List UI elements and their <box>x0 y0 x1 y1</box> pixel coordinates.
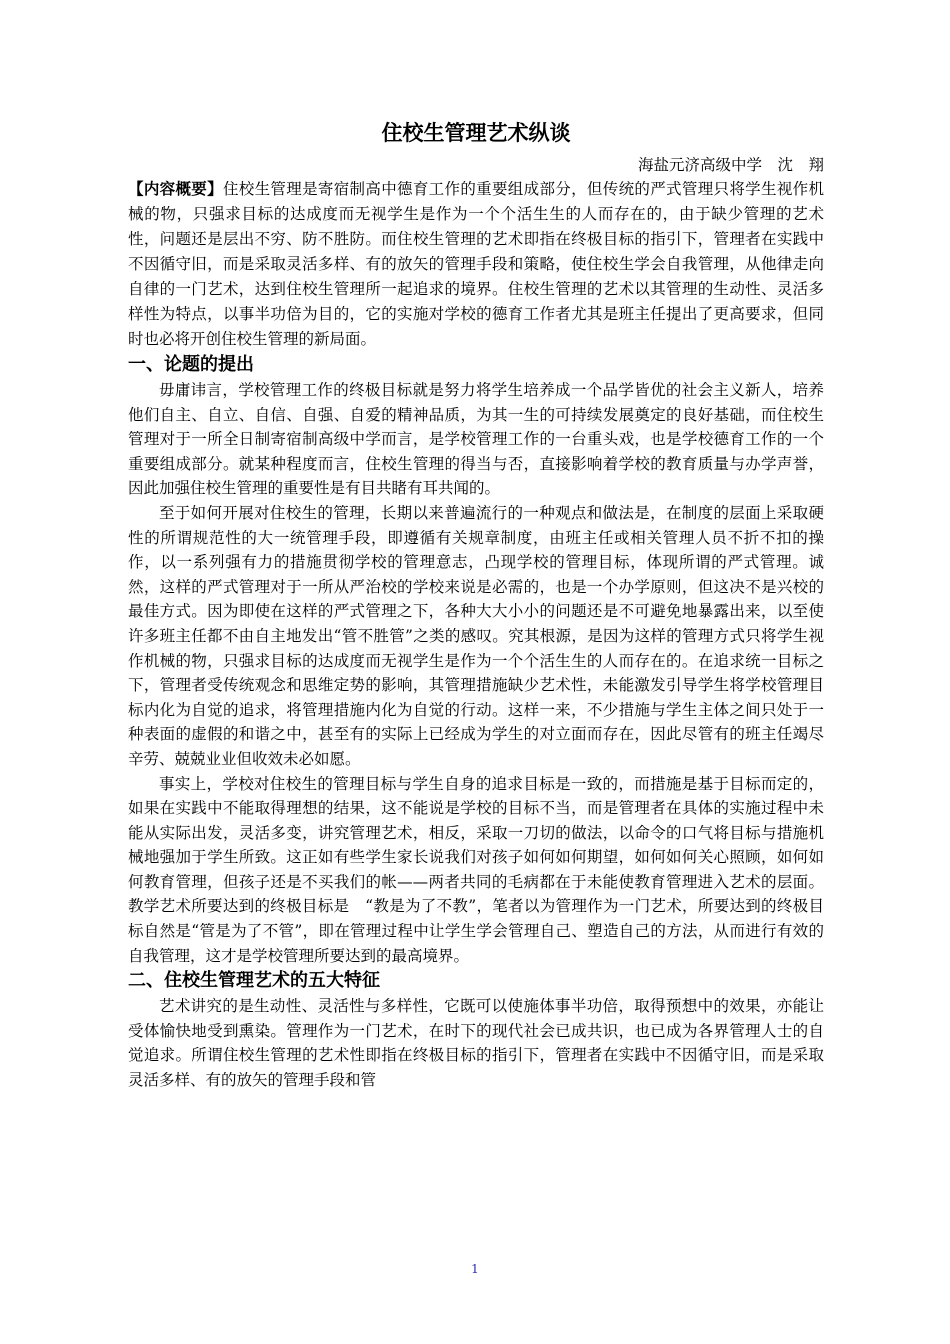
section-heading-2: 二、住校生管理艺术的五大特征 <box>128 970 380 992</box>
document-title: 住校生管理艺术纵谈 <box>381 121 571 145</box>
paragraph: 艺术讲究的是生动性、灵活性与多样性，它既可以使施体事半功倍，取得预想中的效果，亦能让受体愉快地受到熏染。管理作为一门艺术，在时下的现代社会已成共识，也已成为各界管理人士的自觉追求。所谓住校生管理的艺术性即指在终极目标的指引下，管理者在实践中不因循守旧，而是采取灵活多样、有的放矢的管理手段和管 <box>128 997 824 1090</box>
abstract-text: 住校生管理是寄宿制高中德育工作的重要组成部分，但传统的严式管理只将学生视作机械的物，只强求目标的达成度而无视学生是作为一个个活生生的人而存在的，由于缺少管理的艺术性，问题还是层出不穷、防不胜防。而住校生管理的艺术即指在终极目标的指引下，管理者在实践中不因循守旧，而是采取灵活多样、有的放矢的管理手段和策略，使住校生学会自我管理，从他律走向自律的一门艺术，达到住校生管理所一起追求的境界。住校生管理的艺术以其管理的生动性、灵活多样性为特点，以事半功倍为目的，它的实施对学校的德育工作者尤其是班主任提出了更高要求，但同时也必将开创住校生管理的新局面。 <box>128 180 824 348</box>
abstract <box>128 176 824 352</box>
section-heading-1: 一、论题的提出 <box>128 354 254 375</box>
document-page <box>128 118 824 1093</box>
page-number: 1 <box>471 1262 479 1276</box>
paragraph: 毋庸讳言，学校管理工作的终极目标就是努力将学生培养成一个品学皆优的社会主义新人，培养他们自主、自立、自信、自强、自爱的精神品质，为其一生的可持续发展奠定的良好基础，而住校生管理对于一所全日制寄宿制高级中学而言，是学校管理工作的一台重头戏，也是学校德育工作的一个重要组成部分。就某种程度而言，住校生管理的得当与否，直接影响着学校的教育质量与办学声誉，因此加强住校生管理的重要性是有目共睹有耳共闻的。 <box>128 381 824 498</box>
author-line: 海盐元济高级中学 沈 翔 <box>637 156 824 174</box>
abstract-label: 【内容概要】 <box>128 179 223 198</box>
paragraph: 至于如何开展对住校生的管理，长期以来普遍流行的一种观点和做法是，在制度的层面上采取硬性的所谓规范性的大一统管理手段，即遵循有关规章制度，由班主任或相关管理人员不折不扣的操作，以一系列强有力的措施贯彻学校的管理意志，凸现学校的管理目标，体现所谓的严式管理。诚然，这样的严式管理对于一所从严治校的学校来说是必需的，也是一个办学原则，但这决不是兴校的最佳方式。因为即使在这样的严式管理之下，各种大大小小的问题还是不可避免地暴露出来，以至使许多班主任都不由自主地发出“管不胜管”之类的感叹。究其根源，是因为这样的管理方式只将学生视作机械的物，只强求目标的达成度而无视学生是作为一个个活生生的人而存在的。在追求统一目标之下，管理者受传统观念和思维定势的影响，其管理措施缺少艺术性，未能激发引导学生将学校管理目标内化为自觉的追求，将管理措施内化为自觉的行动。这样一来，不少措施与学生主体之间只处于一种表面的虚假的和谐之中，甚至有的实际上已经成为学生的对立面而存在，因此尽管有的班主任竭尽辛劳、兢兢业业但收效未必如愿。 <box>128 503 824 768</box>
paragraph: 事实上，学校对住校生的管理目标与学生自身的追求目标是一致的，而措施是基于目标而定的，如果在实践中不能取得理想的结果，这不能说是学校的目标不当，而是管理者在具体的实施过程中未能从实际出发，灵活多变，讲究管理艺术，相反，采取一刀切的做法，以命令的口气将目标与措施机械地强加于学生所致。这正如有些学生家长说我们对孩子如何如何期望，如何如何关心照顾，如何如何教育管理，但孩子还是不买我们的帐——两者共同的毛病都在于未能使教育管理进入艺术的层面。教学艺术所要达到的终极目标是 “教是为了不教”，笔者以为管理作为一门艺术，所要达到的终极目标自然是“管是为了不管”，即在管理过程中让学生学会管理自己、塑造自己的方法，从而进行有效的自我管理，这才是学校管理所要达到的最高境界。 <box>128 774 824 965</box>
